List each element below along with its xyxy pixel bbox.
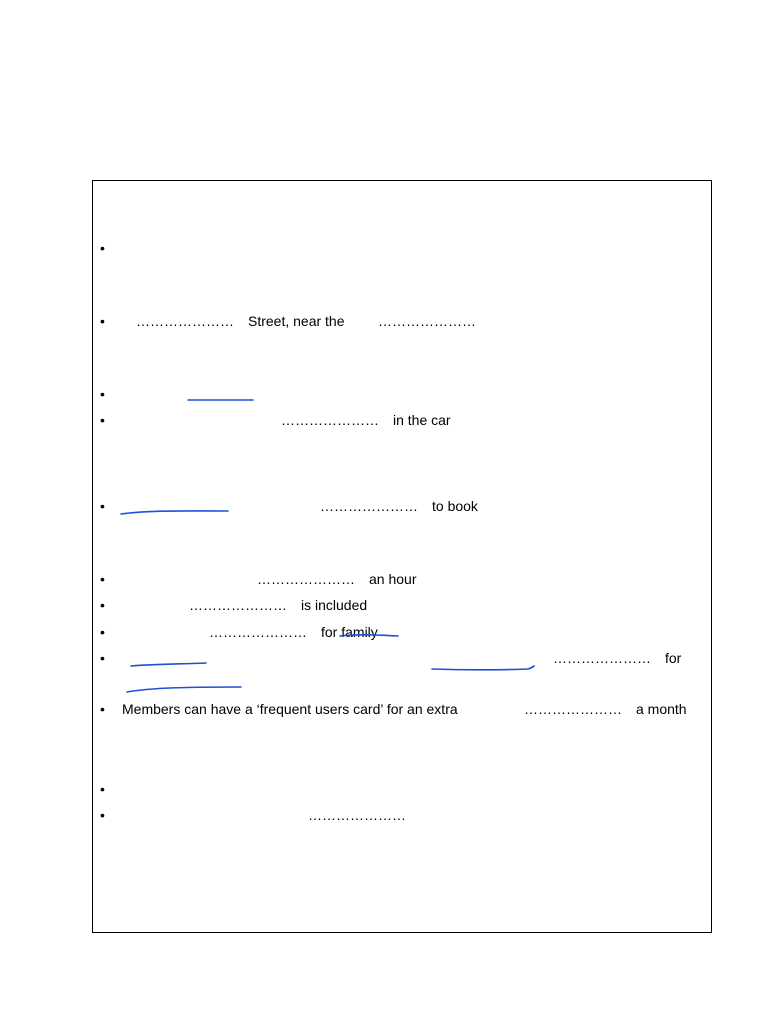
bullet-12: • xyxy=(100,807,105,823)
blank-line-9[interactable]: ………………… xyxy=(553,650,651,666)
bullet-6: • xyxy=(100,571,105,587)
blank-line-12[interactable]: ………………… xyxy=(308,807,406,823)
text-line-6: an hour xyxy=(369,571,417,587)
text-line-10-lead: Members can have a ‘frequent users card’ for an extra xyxy=(122,701,458,717)
text-line-2: Street, near the xyxy=(248,313,345,329)
bullet-2: • xyxy=(100,313,105,329)
bullet-1: • xyxy=(100,240,105,256)
blank-line-2a[interactable]: ………………… xyxy=(136,313,234,329)
bullet-8: • xyxy=(100,624,105,640)
bullet-4: • xyxy=(100,412,105,428)
bullet-11: • xyxy=(100,781,105,797)
text-line-10: a month xyxy=(636,701,687,717)
blank-line-5[interactable]: ………………… xyxy=(320,498,418,514)
text-line-4: in the car xyxy=(393,412,451,428)
blank-line-2b[interactable]: ………………… xyxy=(378,313,476,329)
bullet-10: • xyxy=(100,701,105,717)
bullet-9: • xyxy=(100,650,105,666)
blank-line-4[interactable]: ………………… xyxy=(281,412,379,428)
bullet-3: • xyxy=(100,386,105,402)
text-line-9: for xyxy=(665,650,682,666)
blank-line-8[interactable]: ………………… xyxy=(209,624,307,640)
bullet-7: • xyxy=(100,597,105,613)
blank-line-6[interactable]: ………………… xyxy=(257,571,355,587)
blank-line-10[interactable]: ………………… xyxy=(524,701,622,717)
text-line-5: to book xyxy=(432,498,478,514)
blank-line-7[interactable]: ………………… xyxy=(189,597,287,613)
text-line-7: is included xyxy=(301,597,368,613)
text-line-8: for family xyxy=(321,624,378,640)
bullet-5: • xyxy=(100,498,105,514)
